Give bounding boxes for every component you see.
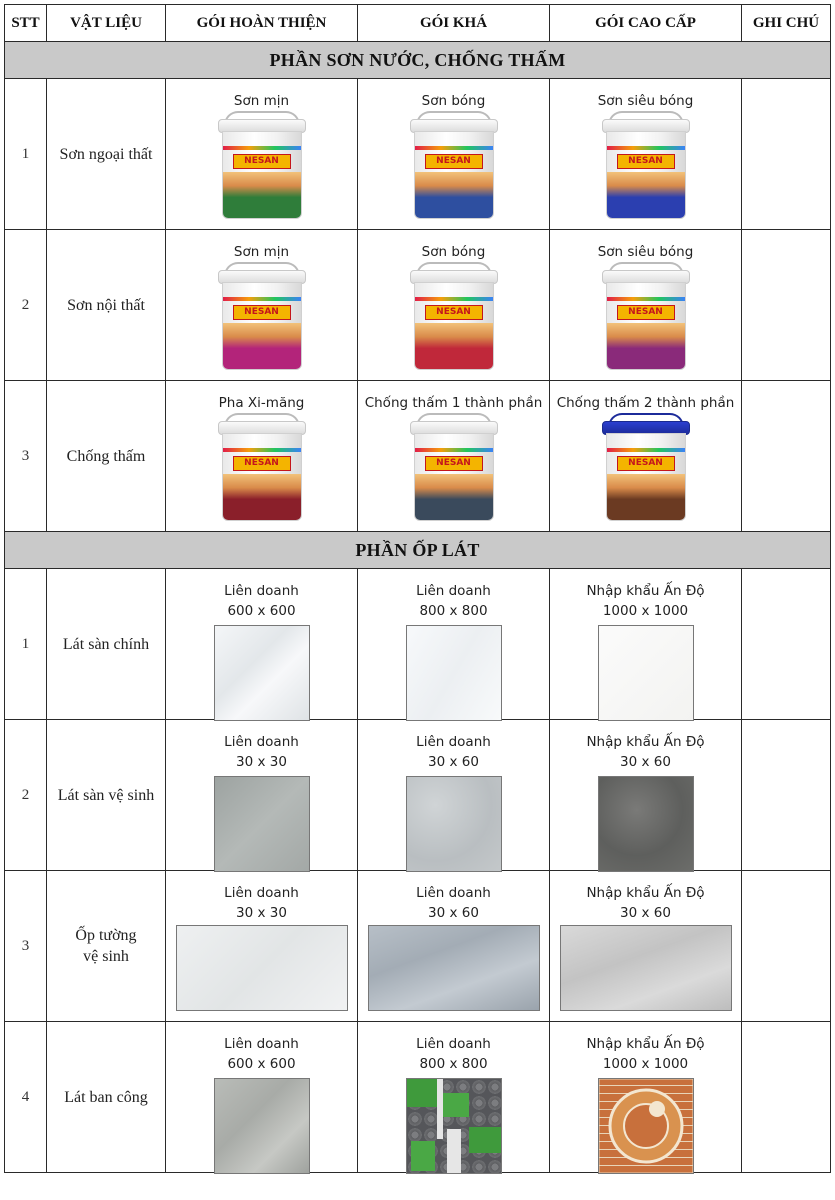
- option-size: 600 x 600: [227, 1056, 296, 1072]
- paint-bucket-image: [410, 262, 498, 370]
- row-number: 2: [5, 230, 47, 381]
- option-size: 30 x 30: [236, 754, 287, 770]
- option-label: Chống thấm 2 thành phần: [556, 395, 735, 411]
- premium-option: [550, 79, 742, 230]
- note-cell: [742, 720, 831, 871]
- option-label: Sơn bóng: [421, 244, 486, 260]
- option-size: 1000 x 1000: [602, 1056, 689, 1072]
- row-number: 3: [5, 871, 47, 1022]
- material-name-line: Lát ban công: [64, 1088, 148, 1106]
- material-name: [47, 569, 166, 720]
- option-size: 800 x 800: [419, 603, 488, 619]
- brand-logo: NESAN: [233, 456, 291, 471]
- option-label: Pha Xi-măng: [218, 395, 305, 411]
- paint-bucket-image: [218, 262, 306, 370]
- row-number: 3: [5, 381, 47, 532]
- option-size: 30 x 60: [620, 905, 671, 921]
- option-size: 30 x 60: [620, 754, 671, 770]
- paint-bucket-image: [602, 413, 690, 521]
- option-size: 1000 x 1000: [602, 603, 689, 619]
- paint-bucket-image: [602, 111, 690, 219]
- note-cell: [742, 871, 831, 1022]
- marble-tile-sample: [406, 625, 502, 721]
- material-name: [47, 720, 166, 871]
- material-name: Sơn nội thất: [47, 230, 166, 381]
- option-label: Liên doanh: [416, 1036, 491, 1052]
- paint-bucket-image: [602, 262, 690, 370]
- material-name: Chống thấm: [47, 381, 166, 532]
- option-label: Sơn siêu bóng: [597, 93, 694, 109]
- option-label: Chống thấm 1 thành phần: [364, 395, 543, 411]
- row-number: 1: [5, 569, 47, 720]
- section-tile-title: PHẦN ỐP LÁT: [5, 532, 831, 569]
- paint-bucket-image: [218, 413, 306, 521]
- paint-bucket-image: [410, 413, 498, 521]
- row-number: 1: [5, 79, 47, 230]
- comparison-sheet: [4, 4, 830, 1194]
- brand-logo: NESAN: [617, 305, 675, 320]
- header-basic-package: GÓI HOÀN THIỆN: [166, 5, 358, 42]
- brand-logo: NESAN: [425, 305, 483, 320]
- material-name-line: vệ sinh: [83, 948, 129, 965]
- header-note: GHI CHÚ: [742, 5, 831, 42]
- paint-row: [5, 381, 831, 532]
- premium-option: [550, 230, 742, 381]
- grey-tile-sample: [214, 776, 310, 872]
- material-name: Sơn ngoại thất: [47, 79, 166, 230]
- grey-tile-sample: [406, 776, 502, 872]
- brand-logo: NESAN: [425, 456, 483, 471]
- material-name: [47, 1022, 166, 1173]
- tile-row: [5, 569, 831, 720]
- option-size: 30 x 60: [428, 905, 479, 921]
- wall-tile-sample: [368, 925, 540, 1011]
- good-option: [358, 381, 550, 532]
- option-size: 30 x 60: [428, 754, 479, 770]
- wall-tile-sample: [176, 925, 348, 1011]
- section-tile-row: [5, 532, 831, 569]
- note-cell: [742, 230, 831, 381]
- stone-tile-sample: [214, 1078, 310, 1174]
- option-label: Sơn mịn: [233, 244, 290, 260]
- marble-tile-sample: [598, 625, 694, 721]
- header-material: VẬT LIỆU: [47, 5, 166, 42]
- brand-logo: NESAN: [233, 305, 291, 320]
- good-option: [358, 871, 550, 1022]
- paint-row: [5, 79, 831, 230]
- good-option: [358, 720, 550, 871]
- header-premium-package: GÓI CAO CẤP: [550, 5, 742, 42]
- option-label: Liên doanh: [224, 583, 299, 599]
- header-good-package: GÓI KHÁ: [358, 5, 550, 42]
- option-label: Nhập khẩu Ấn Độ: [586, 734, 705, 750]
- option-label: Sơn mịn: [233, 93, 290, 109]
- good-option: [358, 1022, 550, 1173]
- brand-logo: NESAN: [233, 154, 291, 169]
- note-cell: [742, 79, 831, 230]
- header-row: [5, 5, 831, 42]
- basic-option: [166, 569, 358, 720]
- terracotta-tile-sample: [598, 1078, 694, 1174]
- brand-logo: NESAN: [425, 154, 483, 169]
- premium-option: [550, 1022, 742, 1173]
- section-paint-row: [5, 42, 831, 79]
- option-label: Nhập khẩu Ấn Độ: [586, 885, 705, 901]
- section-paint-title: PHẦN SƠN NƯỚC, CHỐNG THẤM: [5, 42, 831, 79]
- option-label: Liên doanh: [416, 583, 491, 599]
- basic-option: [166, 230, 358, 381]
- premium-option: [550, 569, 742, 720]
- basic-option: [166, 381, 358, 532]
- option-label: Nhập khẩu Ấn Độ: [586, 583, 705, 599]
- material-name-line: Ốp tường: [75, 927, 137, 944]
- dark-stone-tile-sample: [598, 776, 694, 872]
- material-name-line: Lát sàn chính: [62, 635, 150, 653]
- option-label: Liên doanh: [416, 734, 491, 750]
- basic-option: [166, 1022, 358, 1173]
- premium-option: [550, 381, 742, 532]
- paint-row: [5, 230, 831, 381]
- row-number: 2: [5, 720, 47, 871]
- good-option: [358, 79, 550, 230]
- row-number: 4: [5, 1022, 47, 1173]
- paint-bucket-image: [410, 111, 498, 219]
- material-name-line: Lát sàn vệ sinh: [57, 786, 155, 804]
- tile-row: [5, 720, 831, 871]
- brand-logo: NESAN: [617, 456, 675, 471]
- option-label: Sơn siêu bóng: [597, 244, 694, 260]
- material-comparison-table: [4, 4, 831, 1173]
- material-name: [47, 871, 166, 1022]
- brand-logo: NESAN: [617, 154, 675, 169]
- option-size: 600 x 600: [227, 603, 296, 619]
- option-label: Liên doanh: [224, 885, 299, 901]
- note-cell: [742, 1022, 831, 1173]
- header-stt: STT: [5, 5, 47, 42]
- option-label: Liên doanh: [224, 1036, 299, 1052]
- premium-option: [550, 720, 742, 871]
- option-label: Nhập khẩu Ấn Độ: [586, 1036, 705, 1052]
- note-cell: [742, 381, 831, 532]
- premium-option: [550, 871, 742, 1022]
- basic-option: [166, 871, 358, 1022]
- good-option: [358, 230, 550, 381]
- option-size: 30 x 30: [236, 905, 287, 921]
- tile-row: [5, 1022, 831, 1173]
- good-option: [358, 569, 550, 720]
- option-label: Sơn bóng: [421, 93, 486, 109]
- option-label: Liên doanh: [224, 734, 299, 750]
- option-size: 800 x 800: [419, 1056, 488, 1072]
- pebble-grass-tile-sample: [406, 1078, 502, 1174]
- paint-bucket-image: [218, 111, 306, 219]
- note-cell: [742, 569, 831, 720]
- basic-option: [166, 79, 358, 230]
- basic-option: [166, 720, 358, 871]
- option-label: Liên doanh: [416, 885, 491, 901]
- tile-row: [5, 871, 831, 1022]
- wall-tile-sample: [560, 925, 732, 1011]
- marble-tile-sample: [214, 625, 310, 721]
